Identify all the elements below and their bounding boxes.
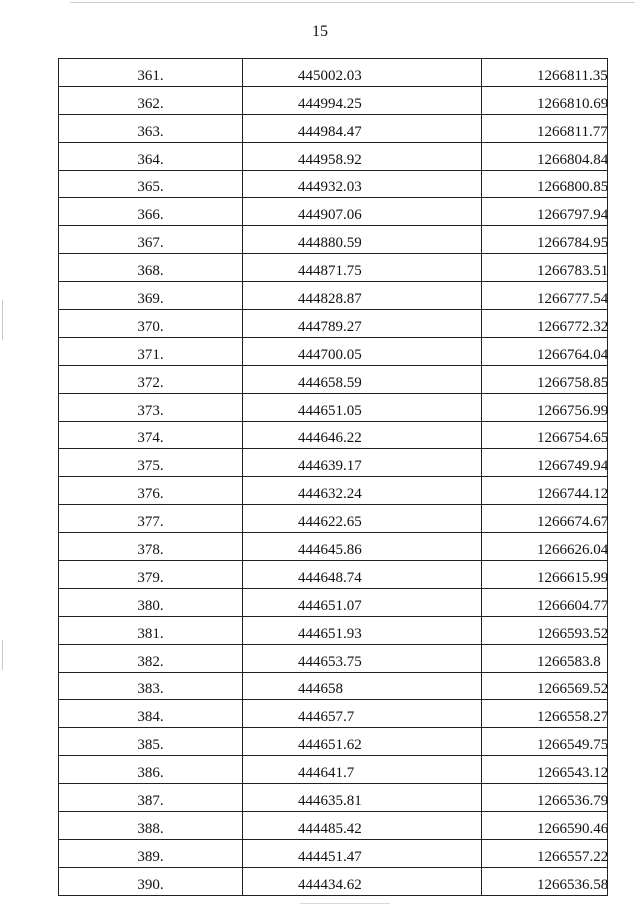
table-row <box>59 812 608 840</box>
scan-margin-mark <box>2 640 3 670</box>
y-coordinate-cell: 1266749.94 <box>482 449 608 477</box>
table-row <box>59 449 608 477</box>
scan-margin-mark <box>2 300 3 340</box>
table-row <box>59 505 608 533</box>
x-coordinate-cell: 444789.27 <box>243 310 482 338</box>
x-coordinate-cell: 444651.93 <box>243 616 482 644</box>
y-coordinate-cell: 1266777.54 <box>482 282 608 310</box>
point-number-cell: 390. <box>59 867 243 895</box>
y-coordinate-cell: 1266549.75 <box>482 728 608 756</box>
point-number-cell: 364. <box>59 142 243 170</box>
y-coordinate-cell: 1266810.69 <box>482 86 608 114</box>
x-coordinate-cell: 444700.05 <box>243 337 482 365</box>
y-coordinate-cell: 1266557.22 <box>482 839 608 867</box>
table-row <box>59 477 608 505</box>
point-number-cell: 371. <box>59 337 243 365</box>
table-row <box>59 170 608 198</box>
point-number-cell: 365. <box>59 170 243 198</box>
y-coordinate-cell: 1266784.95 <box>482 226 608 254</box>
point-number-cell: 389. <box>59 839 243 867</box>
y-coordinate-cell: 1266756.99 <box>482 393 608 421</box>
point-number-cell: 362. <box>59 86 243 114</box>
y-coordinate-cell: 1266558.27 <box>482 700 608 728</box>
point-number-cell: 383. <box>59 672 243 700</box>
x-coordinate-cell: 444646.22 <box>243 421 482 449</box>
x-coordinate-cell: 444651.07 <box>243 588 482 616</box>
table-row <box>59 533 608 561</box>
x-coordinate-cell: 444645.86 <box>243 533 482 561</box>
y-coordinate-cell: 1266797.94 <box>482 198 608 226</box>
x-coordinate-cell: 444657.7 <box>243 700 482 728</box>
point-number-cell: 384. <box>59 700 243 728</box>
point-number-cell: 375. <box>59 449 243 477</box>
y-coordinate-cell: 1266783.51 <box>482 254 608 282</box>
bottom-scan-rule <box>300 903 390 904</box>
table-row <box>59 756 608 784</box>
y-coordinate-cell: 1266811.35 <box>482 59 608 87</box>
x-coordinate-cell: 444632.24 <box>243 477 482 505</box>
x-coordinate-cell: 444994.25 <box>243 86 482 114</box>
x-coordinate-cell: 444958.92 <box>243 142 482 170</box>
x-coordinate-cell: 444451.47 <box>243 839 482 867</box>
point-number-cell: 379. <box>59 561 243 589</box>
point-number-cell: 367. <box>59 226 243 254</box>
table-row <box>59 337 608 365</box>
table-row <box>59 282 608 310</box>
x-coordinate-cell: 444648.74 <box>243 561 482 589</box>
x-coordinate-cell: 444651.05 <box>243 393 482 421</box>
point-number-cell: 374. <box>59 421 243 449</box>
x-coordinate-cell: 444932.03 <box>243 170 482 198</box>
y-coordinate-cell: 1266615.99 <box>482 561 608 589</box>
point-number-cell: 366. <box>59 198 243 226</box>
table-row <box>59 86 608 114</box>
point-number-cell: 363. <box>59 114 243 142</box>
table-row <box>59 59 608 87</box>
y-coordinate-cell: 1266543.12 <box>482 756 608 784</box>
y-coordinate-cell: 1266593.52 <box>482 616 608 644</box>
table-row <box>59 254 608 282</box>
x-coordinate-cell: 444639.17 <box>243 449 482 477</box>
point-number-cell: 388. <box>59 812 243 840</box>
y-coordinate-cell: 1266811.77 <box>482 114 608 142</box>
point-number-cell: 373. <box>59 393 243 421</box>
x-coordinate-cell: 444658 <box>243 672 482 700</box>
point-number-cell: 361. <box>59 59 243 87</box>
table-row <box>59 393 608 421</box>
y-coordinate-cell: 1266772.32 <box>482 310 608 338</box>
table-row <box>59 226 608 254</box>
y-coordinate-cell: 1266626.04 <box>482 533 608 561</box>
y-coordinate-cell: 1266569.52 <box>482 672 608 700</box>
x-coordinate-cell: 445002.03 <box>243 59 482 87</box>
point-number-cell: 387. <box>59 784 243 812</box>
x-coordinate-cell: 444653.75 <box>243 644 482 672</box>
point-number-cell: 380. <box>59 588 243 616</box>
x-coordinate-cell: 444485.42 <box>243 812 482 840</box>
point-number-cell: 372. <box>59 365 243 393</box>
table-row <box>59 561 608 589</box>
y-coordinate-cell: 1266590.46 <box>482 812 608 840</box>
x-coordinate-cell: 444880.59 <box>243 226 482 254</box>
y-coordinate-cell: 1266674.67 <box>482 505 608 533</box>
x-coordinate-cell: 444622.65 <box>243 505 482 533</box>
y-coordinate-cell: 1266744.12 <box>482 477 608 505</box>
x-coordinate-cell: 444828.87 <box>243 282 482 310</box>
x-coordinate-cell: 444907.06 <box>243 198 482 226</box>
y-coordinate-cell: 1266800.85 <box>482 170 608 198</box>
table-row <box>59 421 608 449</box>
x-coordinate-cell: 444635.81 <box>243 784 482 812</box>
table-row <box>59 784 608 812</box>
table-row <box>59 198 608 226</box>
table-row <box>59 310 608 338</box>
table-row <box>59 114 608 142</box>
x-coordinate-cell: 444871.75 <box>243 254 482 282</box>
y-coordinate-cell: 1266604.77 <box>482 588 608 616</box>
table-row <box>59 672 608 700</box>
table-row <box>59 616 608 644</box>
point-number-cell: 377. <box>59 505 243 533</box>
y-coordinate-cell: 1266536.79 <box>482 784 608 812</box>
x-coordinate-cell: 444984.47 <box>243 114 482 142</box>
y-coordinate-cell: 1266536.58 <box>482 867 608 895</box>
point-number-cell: 370. <box>59 310 243 338</box>
y-coordinate-cell: 1266764.04 <box>482 337 608 365</box>
point-number-cell: 382. <box>59 644 243 672</box>
coordinates-table <box>58 58 608 896</box>
point-number-cell: 385. <box>59 728 243 756</box>
x-coordinate-cell: 444651.62 <box>243 728 482 756</box>
table-row <box>59 839 608 867</box>
top-scan-rule <box>70 2 635 3</box>
table-row <box>59 142 608 170</box>
point-number-cell: 381. <box>59 616 243 644</box>
y-coordinate-cell: 1266583.8 <box>482 644 608 672</box>
table-row <box>59 700 608 728</box>
table-row <box>59 644 608 672</box>
coordinates-table-body <box>59 59 608 896</box>
x-coordinate-cell: 444658.59 <box>243 365 482 393</box>
x-coordinate-cell: 444641.7 <box>243 756 482 784</box>
y-coordinate-cell: 1266804.84 <box>482 142 608 170</box>
x-coordinate-cell: 444434.62 <box>243 867 482 895</box>
page-number: 15 <box>312 23 328 40</box>
table-row <box>59 728 608 756</box>
table-row <box>59 365 608 393</box>
table-row <box>59 867 608 895</box>
y-coordinate-cell: 1266758.85 <box>482 365 608 393</box>
point-number-cell: 368. <box>59 254 243 282</box>
point-number-cell: 369. <box>59 282 243 310</box>
point-number-cell: 378. <box>59 533 243 561</box>
y-coordinate-cell: 1266754.65 <box>482 421 608 449</box>
table-row <box>59 588 608 616</box>
point-number-cell: 386. <box>59 756 243 784</box>
point-number-cell: 376. <box>59 477 243 505</box>
